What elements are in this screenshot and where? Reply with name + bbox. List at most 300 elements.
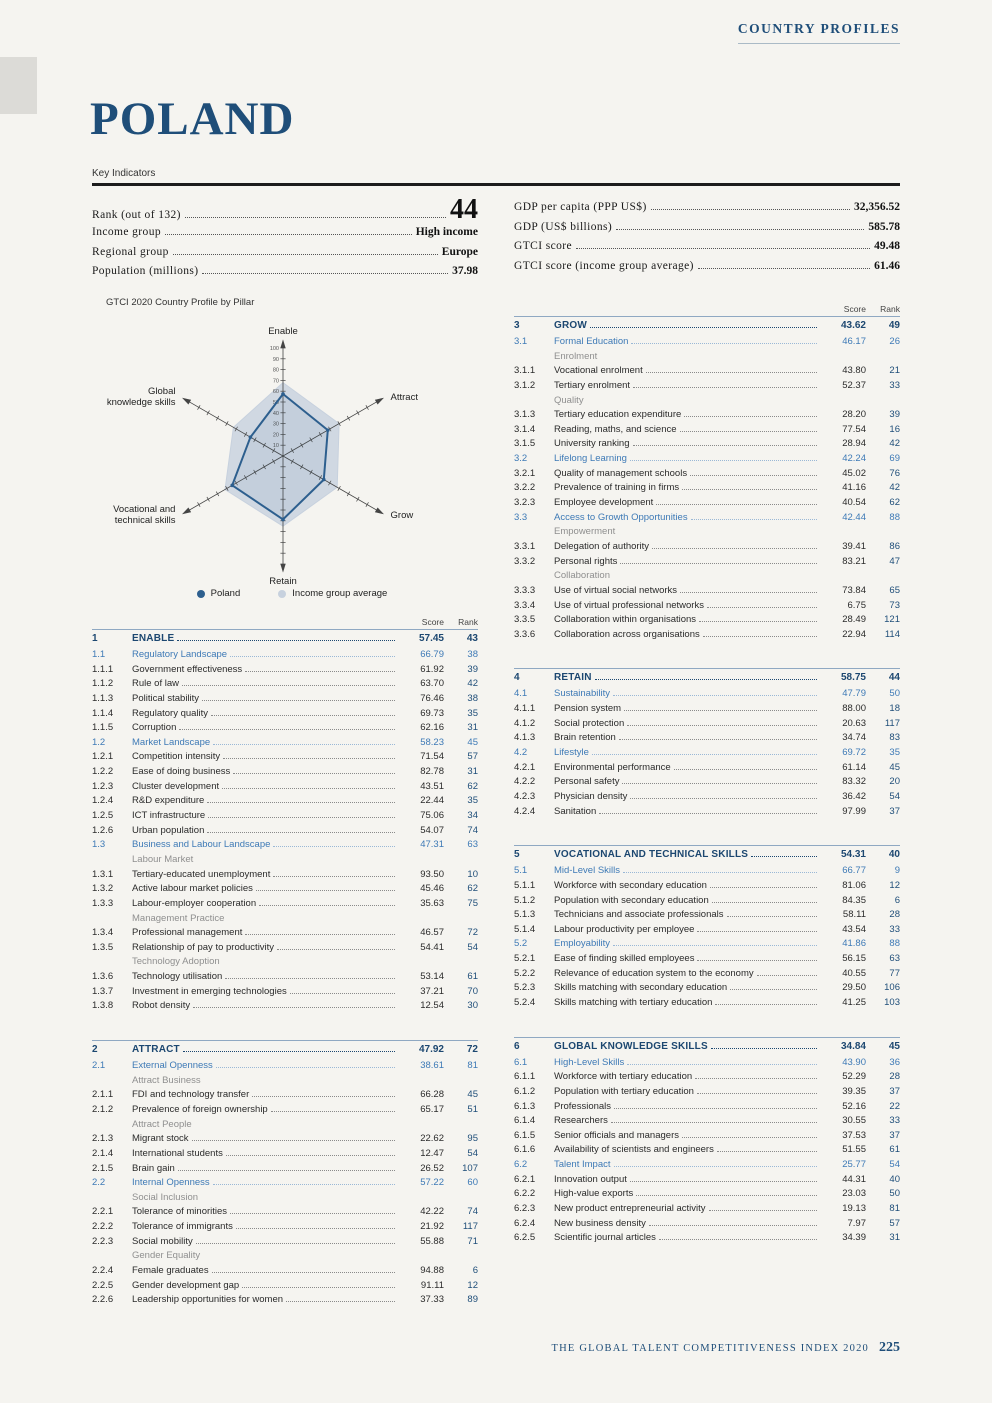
row-rank: 76 (889, 467, 900, 479)
row-score: 71.54 (420, 751, 444, 763)
table-row (514, 938, 900, 953)
row-score: 34.84 (840, 1040, 866, 1052)
row-rank: 47 (889, 555, 900, 567)
legend-label: Income group average (292, 588, 388, 599)
dotted-leader (222, 788, 395, 789)
row-label: Prevalence of training in firms (554, 482, 680, 494)
row-label: University ranking (554, 438, 630, 450)
row-score: 41.86 (842, 938, 866, 950)
table-row (514, 600, 900, 615)
table-row (514, 629, 900, 644)
row-rank: 35 (889, 747, 900, 759)
row-number: 2.1 (92, 1060, 106, 1072)
row-score: 61.14 (842, 761, 866, 773)
row-label: Workforce with secondary education (554, 879, 707, 891)
table-row (514, 320, 900, 336)
radar-axis-label: Retain (269, 576, 297, 587)
row-label: Rule of law (132, 678, 179, 690)
table-row (92, 795, 478, 810)
dotted-leader (245, 671, 395, 672)
row-rank: 74 (467, 1206, 478, 1218)
row-number: 6.2.4 (514, 1217, 536, 1229)
row-label: Tolerance of immigrants (132, 1221, 233, 1233)
row-rank: 37 (889, 1129, 900, 1141)
row-number: 5.1.2 (514, 894, 536, 906)
row-number: 4.1.1 (514, 703, 536, 715)
row-label: Labour-employer cooperation (132, 897, 257, 909)
row-rank: 74 (467, 824, 478, 836)
axis-arrowhead (182, 398, 191, 405)
row-rank: 42 (889, 438, 900, 450)
row-rank: 10 (467, 868, 478, 880)
row-rank: 103 (884, 996, 900, 1008)
table-row (514, 1174, 900, 1189)
row-score: 7.97 (847, 1217, 866, 1229)
row-score: 65.17 (420, 1103, 444, 1115)
row-label: Technicians and associate professionals (554, 909, 724, 921)
row-label: Collaboration within organisations (554, 614, 697, 626)
row-label: Personal rights (554, 555, 618, 567)
row-number: 2.1.2 (92, 1103, 114, 1115)
row-label: Skills matching with tertiary education (554, 996, 713, 1008)
axis-tick (357, 411, 360, 416)
dotted-leader (680, 431, 817, 432)
row-number: 6.1.5 (514, 1129, 536, 1141)
table-row (92, 737, 478, 752)
table-row (92, 1221, 478, 1236)
score-column-header: Score (843, 304, 866, 314)
dotted-leader (684, 416, 817, 417)
row-number: 6 (514, 1040, 520, 1052)
key-indicator-label: Regional group (92, 245, 169, 258)
row-score: 55.88 (420, 1235, 444, 1247)
poland-series-point (249, 435, 253, 439)
row-label: Population with secondary education (554, 894, 709, 906)
table-row (92, 869, 478, 884)
axis-tick (366, 405, 369, 410)
row-score: 83.21 (842, 555, 866, 567)
table-row (514, 880, 900, 895)
row-score: 28.49 (842, 614, 866, 626)
dotted-leader (213, 1184, 395, 1185)
row-rank: 71 (467, 1235, 478, 1247)
row-number: 5.2.1 (514, 953, 536, 965)
page-footer (552, 1340, 900, 1356)
row-rank: 39 (889, 409, 900, 421)
row-number: 3.1.2 (514, 379, 536, 391)
row-number: 1.1.4 (92, 707, 114, 719)
row-rank: 45 (888, 1040, 900, 1052)
axis-tick (198, 405, 201, 410)
dotted-leader (202, 273, 448, 274)
footer-text: THE GLOBAL TALENT COMPETITIVENESS INDEX 2020 (551, 1343, 869, 1354)
dotted-leader (652, 548, 817, 549)
table-row (514, 556, 900, 571)
row-number: 2.2 (92, 1177, 106, 1189)
table-row (514, 380, 900, 395)
row-rank: 38 (467, 692, 478, 704)
key-indicator-label: Population (millions) (92, 265, 199, 277)
row-label: Government effectiveness (132, 663, 243, 675)
dotted-leader (623, 872, 817, 873)
row-rank: 121 (884, 614, 900, 626)
dotted-leader (624, 710, 817, 711)
row-score: 44.31 (842, 1173, 866, 1185)
row-score: 81.06 (842, 879, 866, 891)
row-rank: 61 (889, 1144, 900, 1156)
poland-series-point (322, 478, 326, 482)
row-number: 5.1.1 (514, 879, 536, 891)
table-row (92, 1089, 478, 1104)
row-score: 42.22 (420, 1206, 444, 1218)
row-rank: 65 (889, 584, 900, 596)
row-number: 5.2.2 (514, 967, 536, 979)
row-number: 1.1.3 (92, 692, 114, 704)
row-rank: 39 (467, 663, 478, 675)
row-label: Quality (554, 394, 584, 406)
table-row (514, 953, 900, 968)
row-rank: 51 (467, 1103, 478, 1115)
row-rank: 40 (888, 849, 900, 861)
dotted-leader (213, 744, 395, 745)
key-indicator-value: Europe (441, 245, 478, 258)
row-number: 6.1.2 (514, 1085, 536, 1097)
dotted-leader (230, 1213, 395, 1214)
dotted-leader (699, 621, 817, 622)
row-number: 4.2 (514, 747, 528, 759)
dotted-leader (173, 254, 438, 255)
table-row (514, 924, 900, 939)
row-rank: 72 (466, 1044, 478, 1056)
table-row (514, 895, 900, 910)
row-score: 63.70 (420, 678, 444, 690)
row-label: Tertiary enrolment (554, 379, 631, 391)
row-label: External Openness (132, 1060, 213, 1072)
row-rank: 72 (467, 927, 478, 939)
row-rank: 31 (889, 1232, 900, 1244)
page-edge-tab (0, 57, 37, 114)
row-score: 57.45 (418, 633, 444, 644)
row-number: 3 (514, 320, 520, 331)
dotted-leader (223, 758, 395, 759)
table-row (514, 409, 900, 424)
row-number: 6.1.4 (514, 1115, 536, 1127)
table-row (92, 1060, 478, 1075)
row-label: Senior officials and managers (554, 1129, 679, 1141)
row-label: Internal Openness (132, 1177, 210, 1189)
table-row (514, 468, 900, 483)
row-rank: 18 (889, 703, 900, 715)
row-score: 47.79 (842, 688, 866, 700)
radar-axis-label: knowledge skills (106, 397, 176, 408)
row-rank: 42 (889, 482, 900, 494)
table-row (92, 1177, 478, 1192)
row-number: 3.1.3 (514, 409, 536, 421)
row-label: Availability of scientists and engineers (554, 1144, 714, 1156)
row-number: 4.2.4 (514, 805, 536, 817)
table-row (92, 708, 478, 723)
row-rank: 9 (894, 865, 900, 877)
row-rank: 50 (889, 688, 900, 700)
poland-series-point (281, 392, 285, 396)
dotted-leader (590, 327, 817, 328)
table-row (514, 1086, 900, 1101)
scale-label: 70 (272, 378, 279, 385)
row-score: 77.54 (842, 423, 866, 435)
dotted-leader (179, 729, 395, 730)
row-label: Business and Labour Landscape (132, 839, 271, 851)
row-number: 6.2.1 (514, 1173, 536, 1185)
row-score: 69.72 (842, 747, 866, 759)
row-rank: 35 (467, 707, 478, 719)
table-row (514, 1188, 900, 1203)
dotted-leader (633, 445, 818, 446)
row-rank: 60 (467, 1177, 478, 1189)
row-score: 46.17 (842, 336, 866, 347)
dotted-leader (256, 890, 395, 891)
table-row (514, 718, 900, 733)
table-column-left (92, 612, 478, 1309)
table-row (92, 1280, 478, 1295)
score-rank-header (92, 612, 478, 629)
key-indicator-row (92, 196, 478, 226)
dotted-leader (242, 1287, 395, 1288)
row-score: 54.41 (420, 941, 444, 953)
table-row (92, 1265, 478, 1280)
page-number: 225 (879, 1340, 900, 1355)
table-row (514, 1159, 900, 1174)
row-number: 2.2.4 (92, 1264, 114, 1276)
row-rank: 61 (467, 971, 478, 983)
dotted-leader (277, 949, 395, 950)
row-rank: 57 (889, 1217, 900, 1229)
row-score: 29.50 (842, 982, 866, 994)
row-number: 2.1.3 (92, 1133, 114, 1145)
row-rank: 83 (889, 732, 900, 744)
row-rank: 89 (467, 1294, 478, 1306)
scale-label: 80 (272, 367, 279, 374)
row-number: 3.1.5 (514, 438, 536, 450)
row-score: 73.84 (842, 584, 866, 596)
row-number: 2.1.1 (92, 1089, 114, 1101)
row-label: Workforce with tertiary education (554, 1071, 693, 1083)
row-rank: 88 (889, 938, 900, 950)
row-number: 3.2 (514, 453, 528, 465)
radar-axis-label: technical skills (114, 515, 176, 526)
row-number: 2.2.6 (92, 1294, 114, 1306)
row-label: Attract Business (132, 1074, 201, 1086)
row-label: ENABLE (132, 633, 175, 644)
dotted-leader (595, 679, 817, 680)
row-rank: 45 (889, 761, 900, 773)
key-indicator-row (92, 246, 478, 266)
scale-label: 30 (272, 421, 279, 428)
row-number: 5.2.3 (514, 982, 536, 994)
dotted-leader (271, 1111, 395, 1112)
dotted-leader (711, 1048, 817, 1049)
row-rank: 28 (889, 1071, 900, 1083)
row-score: 43.51 (420, 780, 444, 792)
radar-axis-label: Attract (390, 392, 418, 403)
row-number: 1.2 (92, 736, 106, 748)
chart-title: GTCI 2020 Country Profile by Pillar (106, 297, 255, 308)
row-number: 6.2.3 (514, 1203, 536, 1215)
row-rank: 88 (889, 511, 900, 523)
dotted-leader (177, 640, 395, 641)
row-label: Technology utilisation (132, 971, 223, 983)
poland-series-point (326, 428, 330, 432)
table-row (514, 732, 900, 747)
row-score: 12.54 (420, 1000, 444, 1012)
row-score: 88.00 (842, 703, 866, 715)
table-row (92, 1163, 478, 1178)
row-number: 4.1 (514, 688, 528, 700)
table-row (514, 1130, 900, 1145)
dotted-leader (703, 636, 817, 637)
row-score: 45.02 (842, 467, 866, 479)
key-indicator-label: GDP (US$ billions) (514, 220, 613, 233)
row-rank: 45 (467, 736, 478, 748)
row-score: 91.11 (420, 1279, 444, 1291)
dotted-leader (230, 656, 395, 657)
dotted-leader (698, 268, 870, 269)
dotted-leader (649, 1225, 817, 1226)
row-score: 37.33 (420, 1294, 444, 1306)
dotted-leader (709, 1210, 817, 1211)
table-row (514, 1071, 900, 1086)
row-label: International students (132, 1147, 223, 1159)
row-label: FDI and technology transfer (132, 1089, 250, 1101)
row-label: Employee development (554, 497, 654, 509)
row-label: Corruption (132, 722, 177, 734)
row-rank: 54 (467, 941, 478, 953)
row-score: 56.15 (842, 953, 866, 965)
row-label: Regulatory Landscape (132, 649, 228, 660)
scale-label: 90 (272, 356, 279, 363)
row-score: 52.16 (842, 1100, 866, 1112)
table-row (92, 693, 478, 708)
row-number: 1.1.5 (92, 722, 114, 734)
dotted-leader (697, 931, 817, 932)
row-label: Ease of doing business (132, 766, 231, 778)
pillar-section (514, 1037, 900, 1247)
table-row (514, 1101, 900, 1116)
key-indicator-value: 37.98 (452, 265, 478, 277)
group-header-row (514, 526, 900, 541)
row-rank: 33 (889, 1115, 900, 1127)
row-label: Brain retention (554, 732, 616, 744)
row-label: Tertiary education expenditure (554, 409, 682, 421)
row-rank: 62 (467, 883, 478, 895)
dotted-leader (286, 1301, 395, 1302)
key-indicator-value: High income (415, 226, 478, 238)
row-number: 4.1.3 (514, 732, 536, 744)
row-number: 1.2.1 (92, 751, 114, 763)
row-score: 43.54 (842, 923, 866, 935)
table-row (514, 541, 900, 556)
row-rank: 63 (467, 839, 478, 851)
row-number: 4.2.3 (514, 790, 536, 802)
row-score: 52.29 (842, 1071, 866, 1083)
row-label: ICT infrastructure (132, 810, 206, 822)
row-score: 54.07 (420, 824, 444, 836)
row-label: Access to Growth Opportunities (554, 511, 688, 523)
pillar-section (514, 668, 900, 820)
row-label: Researchers (554, 1115, 608, 1127)
dotted-leader (273, 876, 395, 877)
row-number: 1.1.1 (92, 663, 114, 675)
key-indicator-row (514, 260, 900, 280)
table-row (92, 898, 478, 913)
dotted-leader (656, 504, 817, 505)
dotted-leader (183, 1051, 395, 1052)
row-number: 3.2.1 (514, 467, 536, 479)
row-score: 22.44 (420, 795, 444, 807)
dotted-leader (182, 685, 395, 686)
table-row (514, 1232, 900, 1247)
row-rank: 12 (467, 1279, 478, 1291)
row-label: Pension system (554, 703, 622, 715)
table-row (92, 1294, 478, 1309)
table-row (92, 766, 478, 781)
row-rank: 54 (889, 790, 900, 802)
table-row (92, 781, 478, 796)
row-score: 30.55 (842, 1115, 866, 1127)
row-label: Leadership opportunities for women (132, 1294, 284, 1306)
row-rank: 45 (467, 1089, 478, 1101)
table-row (92, 1104, 478, 1119)
row-score: 36.42 (842, 790, 866, 802)
table-row (514, 453, 900, 468)
row-score: 76.46 (420, 692, 444, 704)
row-score: 38.61 (420, 1060, 444, 1072)
radar-axis-label: Vocational and (113, 504, 176, 515)
row-label: Active labour market policies (132, 883, 253, 895)
table-row (514, 747, 900, 762)
row-number: 6.1.6 (514, 1144, 536, 1156)
dotted-leader (208, 817, 395, 818)
dotted-leader (216, 1067, 395, 1068)
dotted-leader (165, 234, 412, 235)
key-indicator-row (514, 201, 900, 221)
row-rank: 62 (467, 780, 478, 792)
table-row (92, 971, 478, 986)
row-score: 25.77 (842, 1159, 866, 1171)
table-row (92, 942, 478, 957)
group-header-row (514, 395, 900, 410)
row-label: Physician density (554, 790, 628, 802)
poland-series-point (230, 484, 234, 488)
axis-arrowhead (280, 339, 285, 348)
row-number: 1.3.1 (92, 868, 114, 880)
key-indicator-label: GTCI score (514, 240, 572, 252)
row-label: RETAIN (554, 672, 592, 684)
row-number: 1.1 (92, 649, 106, 660)
table-row (92, 927, 478, 942)
dotted-leader (710, 887, 817, 888)
row-score: 22.94 (842, 628, 866, 640)
row-score: 28.20 (842, 409, 866, 421)
dotted-leader (619, 739, 817, 740)
axis-arrowhead (375, 398, 384, 405)
key-indicator-label: Income group (92, 226, 161, 238)
row-rank: 30 (467, 1000, 478, 1012)
table-row (514, 909, 900, 924)
row-rank: 20 (889, 776, 900, 788)
row-number: 1.3.7 (92, 985, 114, 997)
table-row (514, 776, 900, 791)
row-rank: 75 (467, 897, 478, 909)
